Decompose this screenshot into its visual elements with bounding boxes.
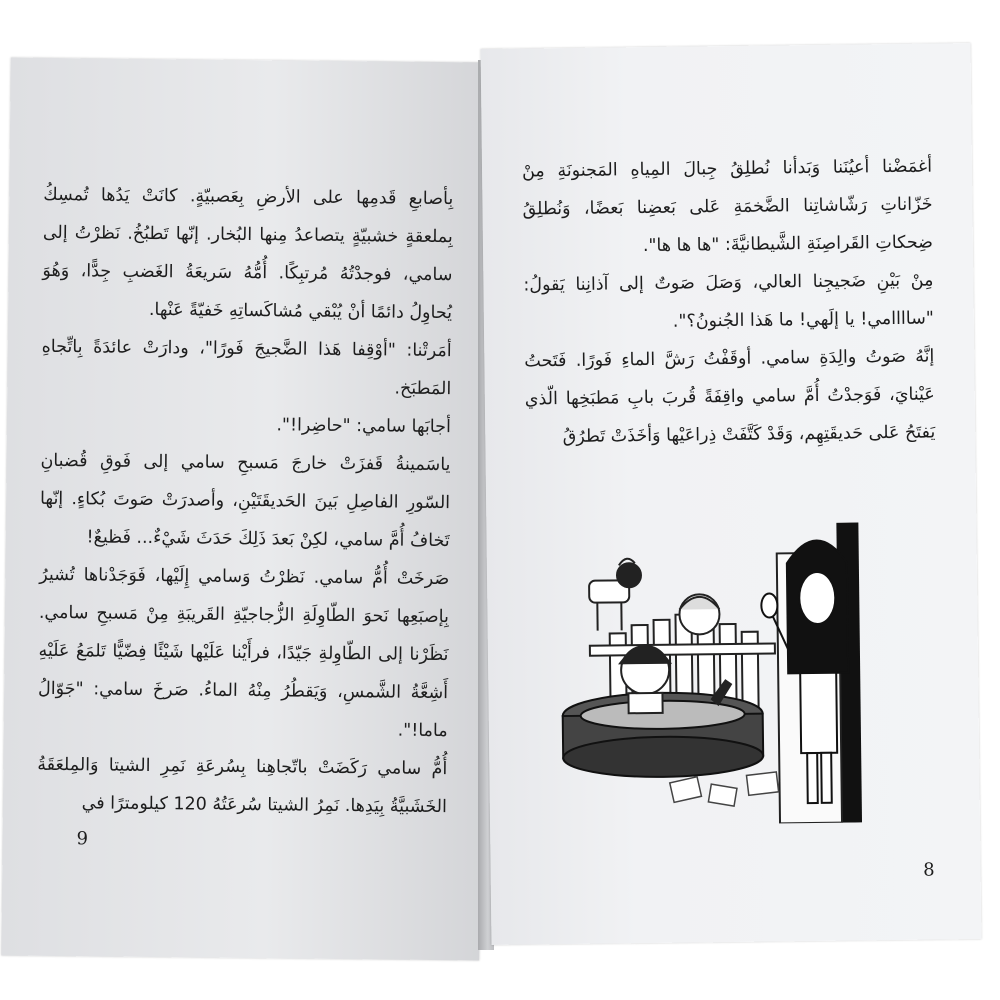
right-page [481,43,982,945]
paragraph: صَرخَتْ أُمُّ سامي. نَظرْتُ وَسامي إِلَيْها، فَوَجَدْناها تُشيرُ بِإصبَعِها نَحوَ الطّاوِلَةِ الزُّجاجيّةِ القَريبَةِ مِنْ مَسبحِ سامي. نَظَرْنا إلى الطّاوِلةِ جَيّدًا، فرأَيْنا عَلَيْها شَيْئًا فِضّيًّا تَلمَعُ عَلَيْهِ أَشِعَّةُ الشَّمسِ، وَيَقطُرُ مِنْهُ الماءُ. صَرخَ سامي: "جَوّالُ ماما!". [38,564,450,742]
illustration [548,522,912,826]
paragraph: إنَّهُ صَوتُ والِدَةِ سامي. أوقَفْتُ رَشَّ الماءِ فَورًا. فَتَحتُ عَيْنايَ، فَوَجدْتُ أُمَّ سامي واقِفَةً قُربَ بابِ مَطبَخِها الّذي يَفتَحُ عَلى حَديقَتِهِم، وَقَدْ كَتَّفَتْ ذِراعَيْها وَأخَذَتْ تَطرُقُ [524,346,936,448]
left-page-text [37,176,454,826]
page-number: 9 [76,828,89,850]
paragraph: أجابَها سامي: "حاضِرا!". [276,415,451,438]
paragraph: أُمُّ سامي رَكَضَتْ باتّجاهِنا بِسُرعَةِ نَمِرِ الشيتا وَالمِلعَقَةُ الخَشَبيَّةُ بِيَدِها. نَمِرُ الشيتا سُرعَتُهُ 120 كيلومترًا في [37,754,448,818]
papers-drawing [670,772,779,807]
left-page [1,58,488,961]
paragraph: مِنْ بَيْنِ ضَجيجِنا العالي، وَصَلَ صَوتٌ إلى آذانِنا يَقولُ: "ساااامي! يا إلَهي! ما هَذا الجُنونُ؟". [523,270,934,332]
girl-drawing [679,594,719,634]
paragraph: ياسَمينةُ قَفزَتْ خارجَ مَسبحِ سامي إلى فَوقِ قُضبانِ السّورِ الفاصِلِ بَينَ الحَديقَتَيْنِ، وأصدرَتْ صَوتَ بُكاءٍ. إنّها تَخافُ أُمَّ سامي، لكِنْ بَعدَ ذَلِكَ حَدَثَ شَيْءٌ... فَظيعٌ! [39,450,451,552]
page-number: 8 [923,859,935,881]
paragraph: أغمَضْنا أعيُنَنا وَبَدأنا نُطلِقُ جِبالَ المِياهِ المَجنونَةِ مِنْ خَزّاناتِ رَشّاشاتِنا الضَّخمَةِ عَلى بَعضِنا بَعضًا، وَنُطلِقُ ضِحكاتِ القَراصِنَةِ الشَّيطانيَّةَ: "ها ها ها". [521,156,934,257]
goat-drawing [589,559,642,631]
right-page-text [522,148,936,457]
paragraph: بِأصابعِ قَدمِها على الأرضِ بِعَصبيّةٍ. كانَتْ يَدُها تُمسِكُ بِملعقةٍ خشبيّةٍ يتصاعدُ مِنها البُخار. إنّها تَطبُخُ. نَظرْتُ إلى سامي، فوجدْتُهُ مُرتبِكًا. أُمُّهُ سَريعَةُ الغَضبِ جِدًّا، وَهُوَ يُحاوِلُ دائمًا أنْ يُبْقي مُشاكَساتِهِ خَفيّةً عَنْها. [42,184,454,324]
paragraph: أمَرتْنا: "أوْقِفا هَذا الضَّجيجَ فَورًا"، ودارَتْ عائدَةً بِاتِّجاهِ المَطبَخ. [41,336,452,400]
